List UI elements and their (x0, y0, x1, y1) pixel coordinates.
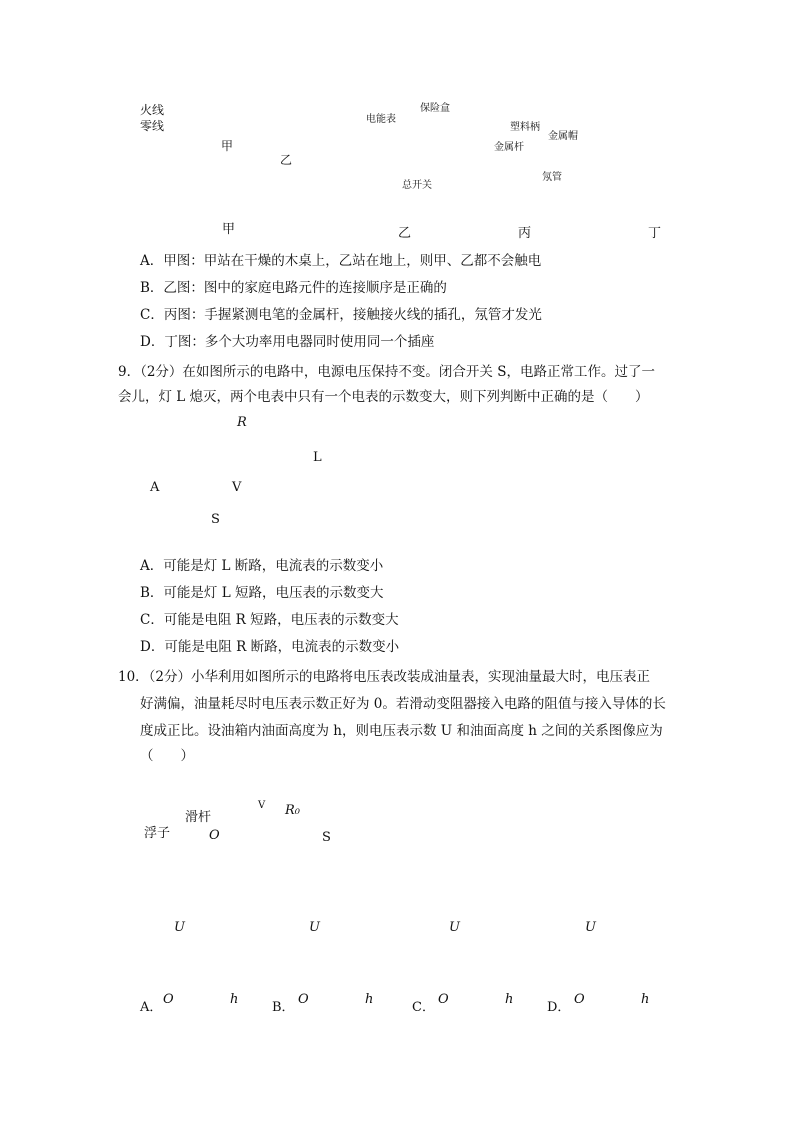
q10-stem-line2: 好满偏，油量耗尽时电压表示数正好为 0。若滑动变阻器接入电路的阻值与接入导体的长 (140, 696, 666, 712)
figure-bing-caption: 丙 (518, 226, 532, 241)
graph-a-origin: O (163, 992, 174, 1007)
q8-option-d: D．丁图：多个大功率用电器同时使用同一个插座 (140, 334, 435, 350)
figure-yi-caption: 乙 (398, 226, 412, 241)
q9-option-a: A．可能是灯 L 断路，电流表的示数变小 (140, 558, 384, 574)
voltmeter-label: V (232, 480, 242, 495)
q8-option-c: C．丙图：手握紧测电笔的金属杆，接触接火线的插孔，氖管才发光 (140, 307, 542, 323)
graph-a-x-label: h (230, 992, 239, 1007)
neon-tube-label: 氖管 (542, 172, 562, 183)
resistor-r0-label: R₀ (285, 803, 300, 818)
graph-b-x-label: h (365, 992, 374, 1007)
switch-s-label: S (211, 512, 220, 527)
q9-stem-line1: 9．（2分）在如图所示的电路中，电源电压保持不变。闭合开关 S，电路正常工作。过了一 (118, 364, 655, 380)
pen-rod-label: 金属杆 (494, 142, 524, 153)
graph-c-y-label: U (449, 920, 460, 935)
pen-handle-label: 塑料柄 (510, 122, 540, 133)
q9-option-d: D．可能是电阻 R 断路，电流表的示数变小 (140, 639, 400, 655)
fire-wire-label: 火线 (140, 103, 165, 117)
switch-s-label-q10: S (322, 830, 331, 845)
switch-label: 总开关 (402, 180, 432, 191)
q10-stem-line3: 度成正比。设油箱内油面高度为 h，则电压表示数 U 和油面高度 h 之间的关系图像应为 (140, 723, 663, 739)
graph-b-y-label: U (309, 920, 320, 935)
q8-option-a: A．甲图：甲站在干燥的木桌上，乙站在地上，则甲、乙都不会触电 (140, 253, 542, 269)
voltmeter-v-label: V (258, 800, 266, 811)
resistor-r-label: R (237, 415, 247, 430)
graph-b-option: B． (272, 1000, 295, 1015)
neutral-wire-label: 零线 (140, 119, 165, 133)
q9-stem-line2: 会儿，灯 L 熄灭，两个电表中只有一个电表的示数变大，则下列判断中正确的是（ ） (118, 389, 649, 405)
q10-stem-line4: （ ） (140, 748, 194, 764)
slide-rod-label: 滑杆 (185, 810, 212, 825)
graph-c-x-label: h (505, 992, 514, 1007)
pen-cap-label: 金属帽 (548, 131, 578, 142)
graph-d-option: D． (547, 1000, 571, 1015)
meter-label: 电能表 (366, 114, 396, 125)
q9-option-c: C．可能是电阻 R 短路，电压表的示数变大 (140, 612, 399, 628)
figure-jia-caption: 甲 (222, 222, 236, 237)
ammeter-label: A (150, 480, 160, 495)
q10-stem-line1: 10．（2分）小华利用如图所示的电路将电压表改装成油量表，实现油量最大时，电压表正 (118, 669, 651, 685)
fuse-label: 保险盒 (420, 103, 450, 114)
pivot-o-label: O (209, 828, 220, 843)
graph-c-option: C． (412, 1000, 435, 1015)
q9-option-b: B．可能是灯 L 短路，电压表的示数变大 (140, 585, 384, 601)
float-label: 浮子 (144, 826, 171, 841)
graph-b-origin: O (298, 992, 309, 1007)
graph-c-origin: O (438, 992, 449, 1007)
graph-d-origin: O (574, 992, 585, 1007)
graph-a-y-label: U (174, 920, 185, 935)
graph-a-option: A． (140, 1000, 163, 1015)
q8-option-b: B．乙图：图中的家庭电路元件的连接顺序是正确的 (140, 280, 447, 296)
lamp-l-label: L (313, 450, 322, 465)
graph-d-x-label: h (641, 992, 650, 1007)
figure-ding-caption: 丁 (648, 226, 662, 241)
person-jia-label: 甲 (221, 139, 234, 153)
person-yi-label: 乙 (280, 153, 293, 167)
graph-d-y-label: U (585, 920, 596, 935)
